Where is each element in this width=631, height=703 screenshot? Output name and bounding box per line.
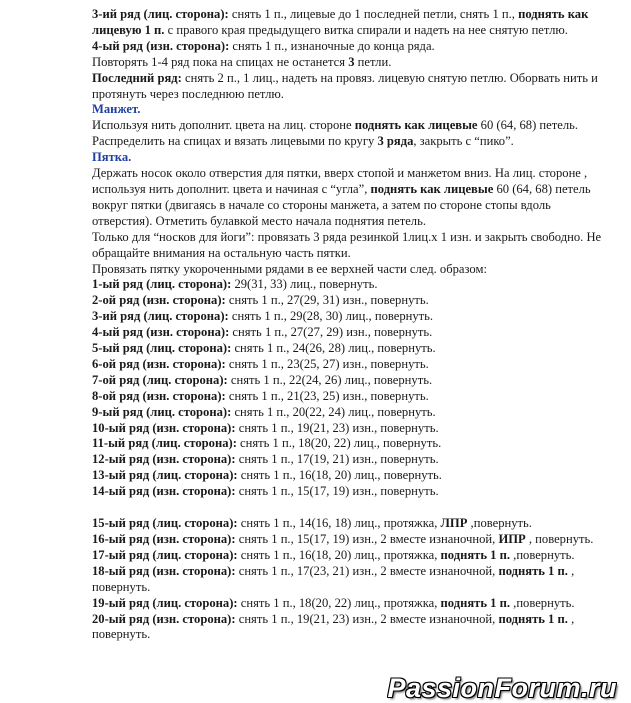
list-item: 4-ый ряд (изн. сторона): снять 1 п., 27(27, 29) изн., повернуть. (92, 325, 433, 340)
list-item: 19-ый ряд (лиц. сторона): снять 1 п., 18(20, 22) лиц., протяжка, поднять 1 п. ,повернуть. (92, 595, 575, 610)
list-item: 6-ой ряд (изн. сторона): снять 1 п., 23(25, 27) изн., повернуть. (92, 356, 429, 371)
yoga-socks-note: Только для “носков для йоги”: провязать 3 ряда резинкой 1лиц.х 1 изн. и закрыть свободно. Не обращайте внимания на остальную часть пятки. (92, 229, 602, 260)
list-item: 11-ый ряд (лиц. сторона): снять 1 п., 18(20, 22) лиц., повернуть. (92, 436, 442, 451)
list-item: 5-ый ряд (лиц. сторона): снять 1 п., 24(26, 28) лиц., повернуть. (92, 341, 436, 356)
site-watermark: PassionForum.ru (387, 673, 617, 703)
list-item: 12-ый ряд (изн. сторона): снять 1 п., 17(19, 21) изн., повернуть. (92, 452, 439, 467)
list-item: 15-ый ряд (лиц. сторона): снять 1 п., 14(16, 18) лиц., протяжка, ЛПР ,повернуть. (92, 516, 532, 531)
row-4-instruction: 4-ый ряд (изн. сторона): снять 1 п., изнаночные до конца ряда. (92, 38, 435, 53)
list-item: 18-ый ряд (изн. сторона): снять 1 п., 17(23, 21) изн., 2 вместе изнаночной, поднять 1 п. , повернуть. (92, 563, 575, 594)
heel-pickup-instruction: Держать носок около отверстия для пятки, вверх стопой и манжетом вниз. На лиц. стороне , используя нить дополнит. цвета и начиная с “угла”, поднять как лицевые 60 (64, 68) петель вокруг пятки (двигаясь в начале со стороны манжета, а затем по стороне стопы вдоль отверстия). Отметить булавкой место начала поднятия петель. (92, 166, 591, 228)
short-rows-list-2 (92, 516, 612, 643)
list-item: 8-ой ряд (изн. сторона): снять 1 п., 21(23, 25) изн., повернуть. (92, 388, 429, 403)
short-rows-intro: Провязать пятку укороченными рядами в ее верхней части след. образом: (92, 261, 487, 276)
document-page (92, 7, 612, 643)
list-item: 9-ый ряд (лиц. сторона): снять 1 п., 20(22, 24) лиц., повернуть. (92, 404, 436, 419)
cuff-instruction: Используя нить дополнит. цвета на лиц. стороне поднять как лицевые 60 (64, 68) петель. Распределить на спицах и вязать лицевыми по кругу 3 ряда, закрыть с “пико”. (92, 118, 579, 149)
list-item: 13-ый ряд (лиц. сторона): снять 1 п., 16(18, 20) лиц., повернуть. (92, 468, 442, 483)
list-item: 20-ый ряд (изн. сторона): снять 1 п., 19(21, 23) изн., 2 вместе изнаночной, поднять 1 п. , повернуть. (92, 611, 575, 642)
section-heading-heel: Пятка. (92, 150, 132, 165)
list-item: 2-ой ряд (изн. сторона): снять 1 п., 27(29, 31) изн., повернуть. (92, 293, 429, 308)
short-rows-list (92, 277, 612, 500)
last-row-instruction: Последний ряд: снять 2 п., 1 лиц., надеть на провяз. лицевую снятую петлю. Оборвать нить и протянуть через последнюю петлю. (92, 70, 598, 101)
list-item: 16-ый ряд (изн. сторона): снять 1 п., 15(17, 19) изн., 2 вместе изнаночной, ИПР , повернуть. (92, 532, 594, 546)
list-item: 17-ый ряд (лиц. сторона): снять 1 п., 16(18, 20) лиц., протяжка, поднять 1 п. ,повернуть. (92, 547, 575, 562)
list-item: 14-ый ряд (изн. сторона): снять 1 п., 15(17, 19) изн., повернуть. (92, 484, 439, 499)
section-heading-cuff: Манжет. (92, 102, 141, 117)
list-item: 3-ий ряд (лиц. сторона): снять 1 п., 29(28, 30) лиц., повернуть. (92, 309, 434, 324)
repeat-instruction: Повторять 1-4 ряд пока на спицах не останется 3 петли. (92, 54, 392, 69)
row-3-instruction: 3-ий ряд (лиц. сторона): снять 1 п., лицевые до 1 последней петли, снять 1 п., поднять как лицевую 1 п. с правого края предыдущего витка спирали и надеть на нее снятую петлю. (92, 7, 589, 37)
spacer (92, 500, 612, 516)
list-item: 10-ый ряд (изн. сторона): снять 1 п., 19(21, 23) изн., повернуть. (92, 420, 439, 435)
list-item: 1-ый ряд (лиц. сторона): 29(31, 33) лиц., повернуть. (92, 277, 378, 292)
list-item: 7-ой ряд (лиц. сторона): снять 1 п., 22(24, 26) лиц., повернуть. (92, 372, 433, 387)
